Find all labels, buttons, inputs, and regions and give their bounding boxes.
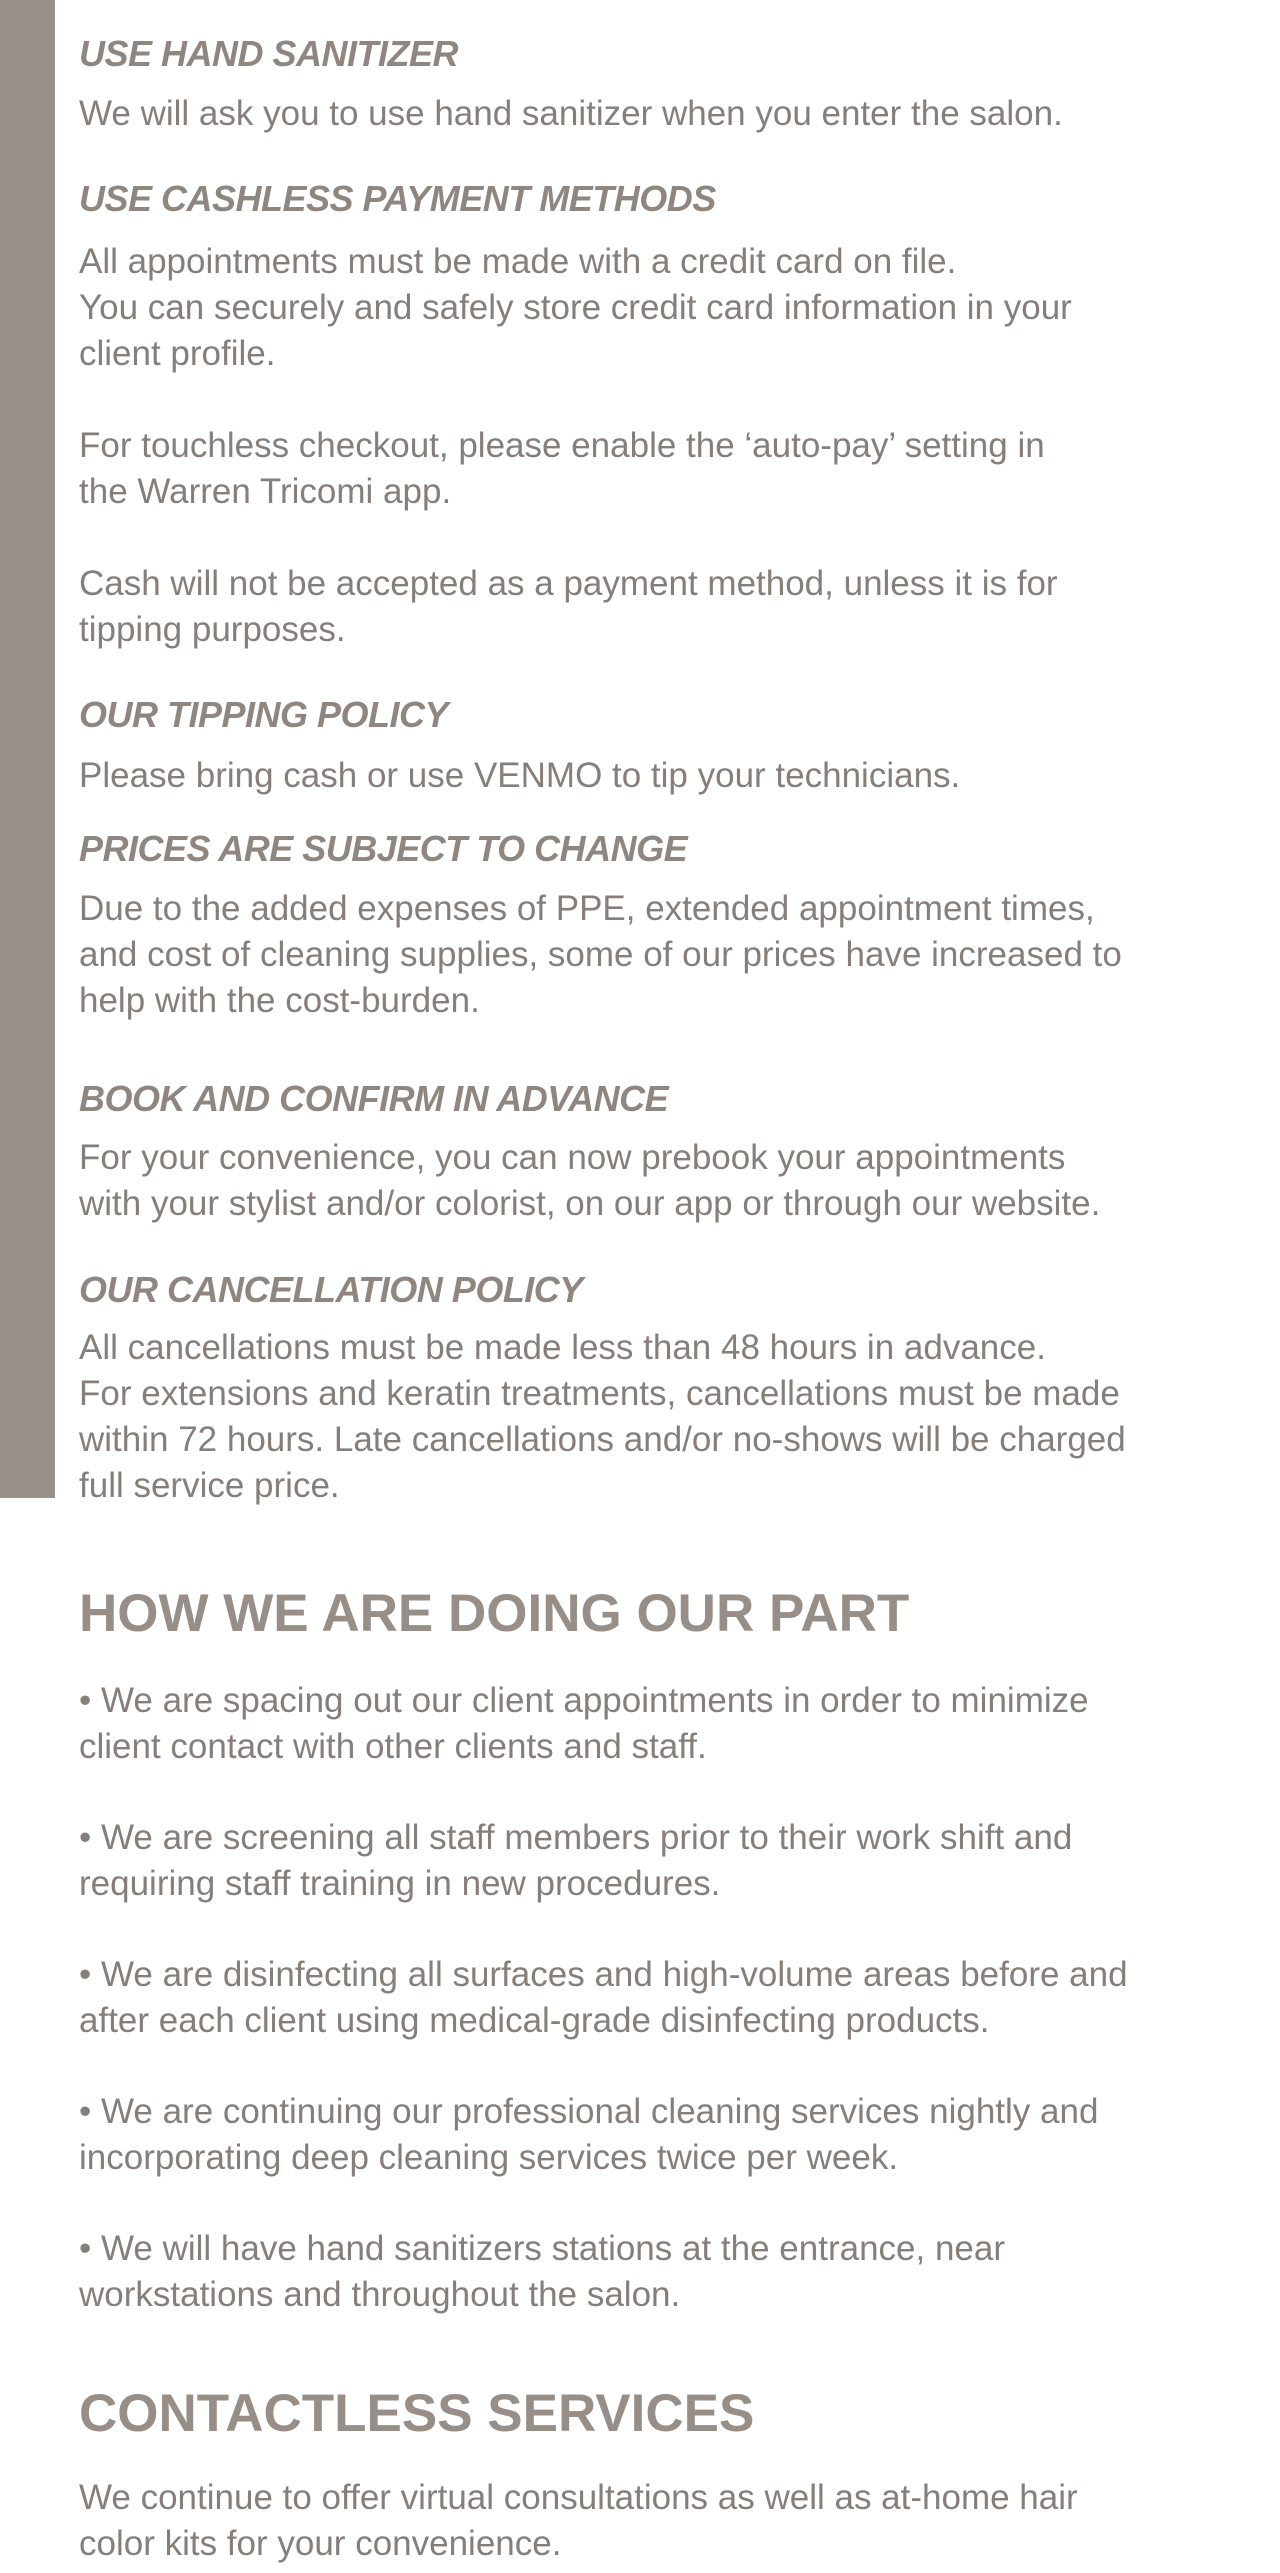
book-advance-title: BOOK AND CONFIRM IN ADVANCE	[79, 1078, 669, 1119]
cashless-payment-title: USE CASHLESS PAYMENT METHODS	[79, 178, 716, 219]
contactless-services-text: We continue to offer virtual consultations as well as at-home hair color kits for your convenience.	[79, 2478, 1078, 2563]
doing-our-part-item: • We are continuing our professional cleaning services nightly and incorporating deep cleaning services twice per week.	[79, 2092, 1099, 2177]
prices-change-title: PRICES ARE SUBJECT TO CHANGE	[79, 828, 688, 869]
doing-our-part-item: • We are spacing out our client appointments in order to minimize client contact with other clients and staff.	[79, 1681, 1089, 1766]
cashless-payment-text: All appointments must be made with a credit card on file. You can securely and safely store credit card information in your client profile. For touchless checkout, please enable the ‘auto-pay’ setting in the Warren Tricomi app. Cash will not be accepted as a payment method, unless it is for tipping purposes.	[79, 242, 1072, 649]
cancellation-policy-title: OUR CANCELLATION POLICY	[79, 1269, 583, 1310]
doing-our-part-item: • We will have hand sanitizers stations at the entrance, near workstations and throughout the salon.	[79, 2229, 1005, 2314]
left-accent-bar	[0, 0, 55, 1498]
hand-sanitizer-title: USE HAND SANITIZER	[79, 33, 459, 74]
book-advance-text: For your convenience, you can now prebook your appointments with your stylist and/or colorist, on our app or through our website.	[79, 1138, 1101, 1223]
tipping-policy-text: Please bring cash or use VENMO to tip your technicians.	[79, 756, 961, 795]
doing-our-part-heading: HOW WE ARE DOING OUR PART	[79, 1584, 910, 1643]
prices-change-text: Due to the added expenses of PPE, extended appointment times, and cost of cleaning supplies, some of our prices have increased to help with the cost-burden.	[79, 889, 1122, 1020]
doing-our-part-item: • We are screening all staff members prior to their work shift and requiring staff training in new procedures.	[79, 1818, 1073, 1903]
doing-our-part-item: • We are disinfecting all surfaces and high-volume areas before and after each client using medical-grade disinfecting products.	[79, 1955, 1128, 2040]
hand-sanitizer-text: We will ask you to use hand sanitizer when you enter the salon.	[79, 94, 1063, 133]
tipping-policy-title: OUR TIPPING POLICY	[79, 694, 449, 735]
contactless-services-heading: CONTACTLESS SERVICES	[79, 2384, 755, 2443]
cancellation-policy-text: All cancellations must be made less than 48 hours in advance. For extensions and keratin treatments, cancellations must be made within 72 hours. Late cancellations and/or no-shows will be charged full service price.	[79, 1328, 1126, 1505]
